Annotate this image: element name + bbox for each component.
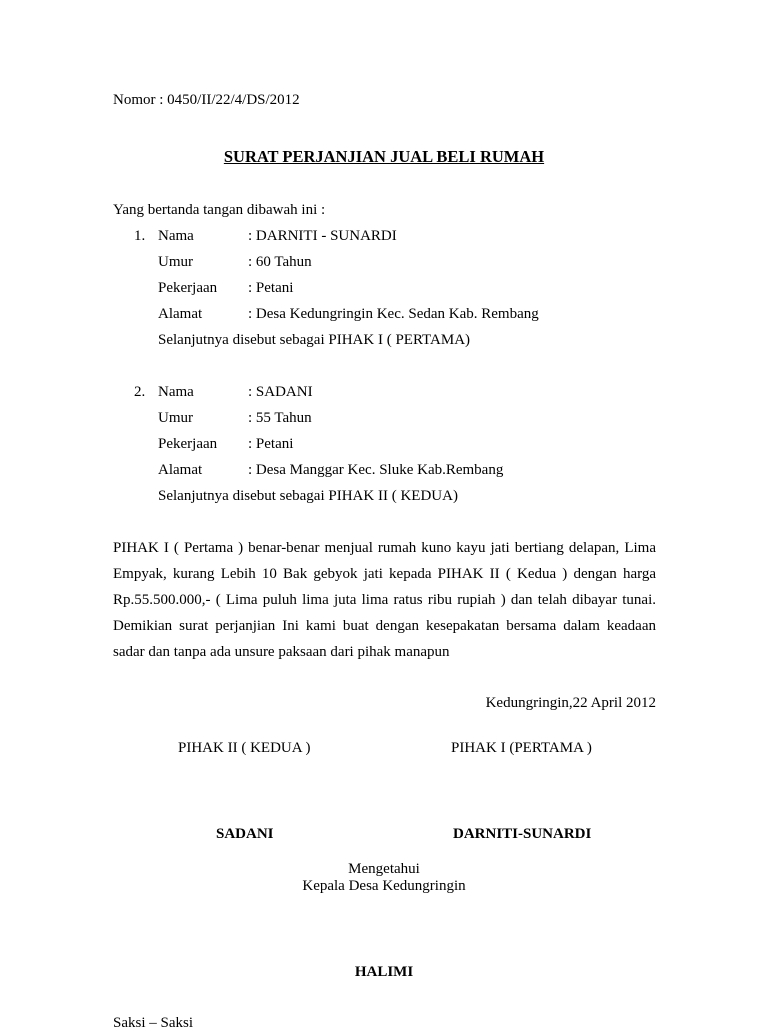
party-designation: Selanjutnya disebut sebagai PIHAK II ( KEDUA): [158, 488, 458, 504]
field-label: Umur: [158, 410, 193, 426]
signature-role-right: PIHAK I (PERTAMA ): [451, 740, 592, 756]
party-number: 1.: [134, 228, 146, 244]
field-value: : Desa Manggar Kec. Sluke Kab.Rembang: [248, 462, 504, 478]
field-value: : DARNITI - SUNARDI: [248, 228, 397, 244]
field-value: : Desa Kedungringin Kec. Sedan Kab. Rembang: [248, 306, 539, 322]
field-value: : 55 Tahun: [248, 410, 312, 426]
field-label: Pekerjaan: [158, 280, 218, 296]
witness-heading: Saksi – Saksi: [113, 1015, 194, 1031]
signature-role-left: PIHAK II ( KEDUA ): [178, 740, 311, 756]
body-line: sadar dan tanpa ada unsure paksaan dari pihak manapun: [113, 644, 450, 660]
field-label: Alamat: [158, 462, 203, 478]
body-line: Demikian surat perjanjian Ini kami buat dengan kesepakatan bersama dalam keadaan: [113, 618, 656, 634]
party-number: 2.: [134, 384, 146, 400]
body-line: Rp.55.500.000,- ( Lima puluh lima juta lima ratus ribu rupiah ) dan telah dibayar tunai.: [113, 592, 656, 608]
village-head-title: Kepala Desa Kedungringin: [302, 878, 466, 894]
acknowledgement-label: Mengetahui: [348, 861, 420, 877]
intro-text: Yang bertanda tangan dibawah ini :: [113, 202, 326, 218]
document-title: SURAT PERJANJIAN JUAL BELI RUMAH: [223, 147, 545, 166]
field-label: Alamat: [158, 306, 203, 322]
field-value: : Petani: [248, 436, 294, 452]
signature-name-left: SADANI: [216, 826, 274, 842]
field-label: Pekerjaan: [158, 436, 218, 452]
field-label: Nama: [158, 228, 194, 244]
village-head-name: HALIMI: [354, 964, 414, 980]
field-label: Umur: [158, 254, 193, 270]
field-label: Nama: [158, 384, 194, 400]
body-line: PIHAK I ( Pertama ) benar-benar menjual rumah kuno kayu jati bertiang delapan, Lima: [113, 540, 656, 556]
signature-name-right: DARNITI-SUNARDI: [453, 826, 592, 842]
party-designation: Selanjutnya disebut sebagai PIHAK I ( PERTAMA): [158, 332, 471, 348]
field-value: : Petani: [248, 280, 294, 296]
body-line: Empyak, kurang Lebih 10 Bak gebyok jati kepada PIHAK II ( Kedua ) dengan harga: [113, 566, 656, 582]
field-value: : 60 Tahun: [248, 254, 312, 270]
place-date: Kedungringin,22 April 2012: [485, 695, 656, 711]
agreement-body: [113, 535, 656, 665]
document-number: Nomor : 0450/II/22/4/DS/2012: [113, 92, 300, 108]
field-value: : SADANI: [248, 384, 313, 400]
